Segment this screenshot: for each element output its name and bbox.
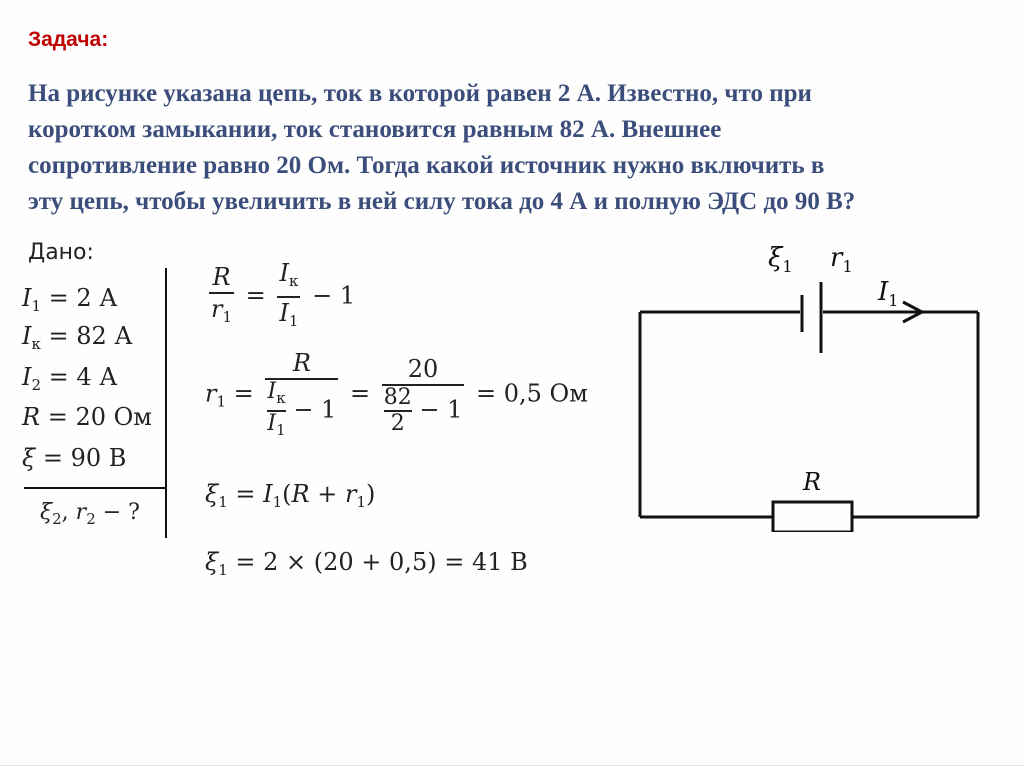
resistor-label: R [803,468,822,496]
internal-resistance-label: $r_1$ [830,243,853,276]
unknown-quantities: $\xi_2$, $r_2$ − ? [40,500,140,528]
given-item: R = 20 Ом [22,403,152,431]
given-heading: Дано: [28,240,94,265]
given-item: $I_2 = 4$ А [22,363,118,394]
fraction: $\frac{I_к}{I_1}$ [277,258,300,336]
task-line: На рисунке указана цепь, ток в которой равен 2 А. Известно, что при [28,80,812,107]
task-line: эту цепь, чтобы увеличить в ней силу тока до 4 А и полную ЭДС до 90 В? [28,188,856,215]
given-item: $I_к = 82$ А [22,322,133,353]
resistor [773,502,852,532]
circuit-diagram [620,232,1000,532]
given-item: $I_1 = 2$ А [22,284,118,315]
formula-emf-result: $\xi_1 = 2 \times (20 + 0,5) = 41$ В [205,548,528,579]
task-line: сопротивление равно 20 Ом. Тогда какой источник нужно включить в [28,152,825,179]
task-statement [28,76,1018,220]
formula-internal-resistance: $r_1$ = R $I_к$ $I_1$ − 1 = 20 $\frac{82}{2}$ − 1 = 0,5 Ом [205,348,588,442]
given-divider-vertical [165,268,167,538]
emf-label: $\xi_1$ [768,243,793,276]
given-item: ξ = 90 В [22,444,127,472]
fraction: R $I_к$ $I_1$ − 1 [265,348,338,442]
task-title: Задача: [28,28,109,51]
fraction: 20 $\frac{82}{2}$ − 1 [383,355,463,436]
current-label: $I_1$ [878,277,899,310]
fraction: $\frac{R}{r_1}$ [209,262,234,332]
task-line: коротком замыкании, ток становится равным 82 А. Внешнее [28,116,722,143]
given-divider-horizontal [24,487,166,489]
slide-border [0,765,1024,766]
formula-ratio: $\frac{R}{r_1}$ = $\frac{I_к}{I_1}$ − 1 [205,258,355,336]
formula-emf-general: $\xi_1 = I_1(R + r_1)$ [205,480,376,511]
